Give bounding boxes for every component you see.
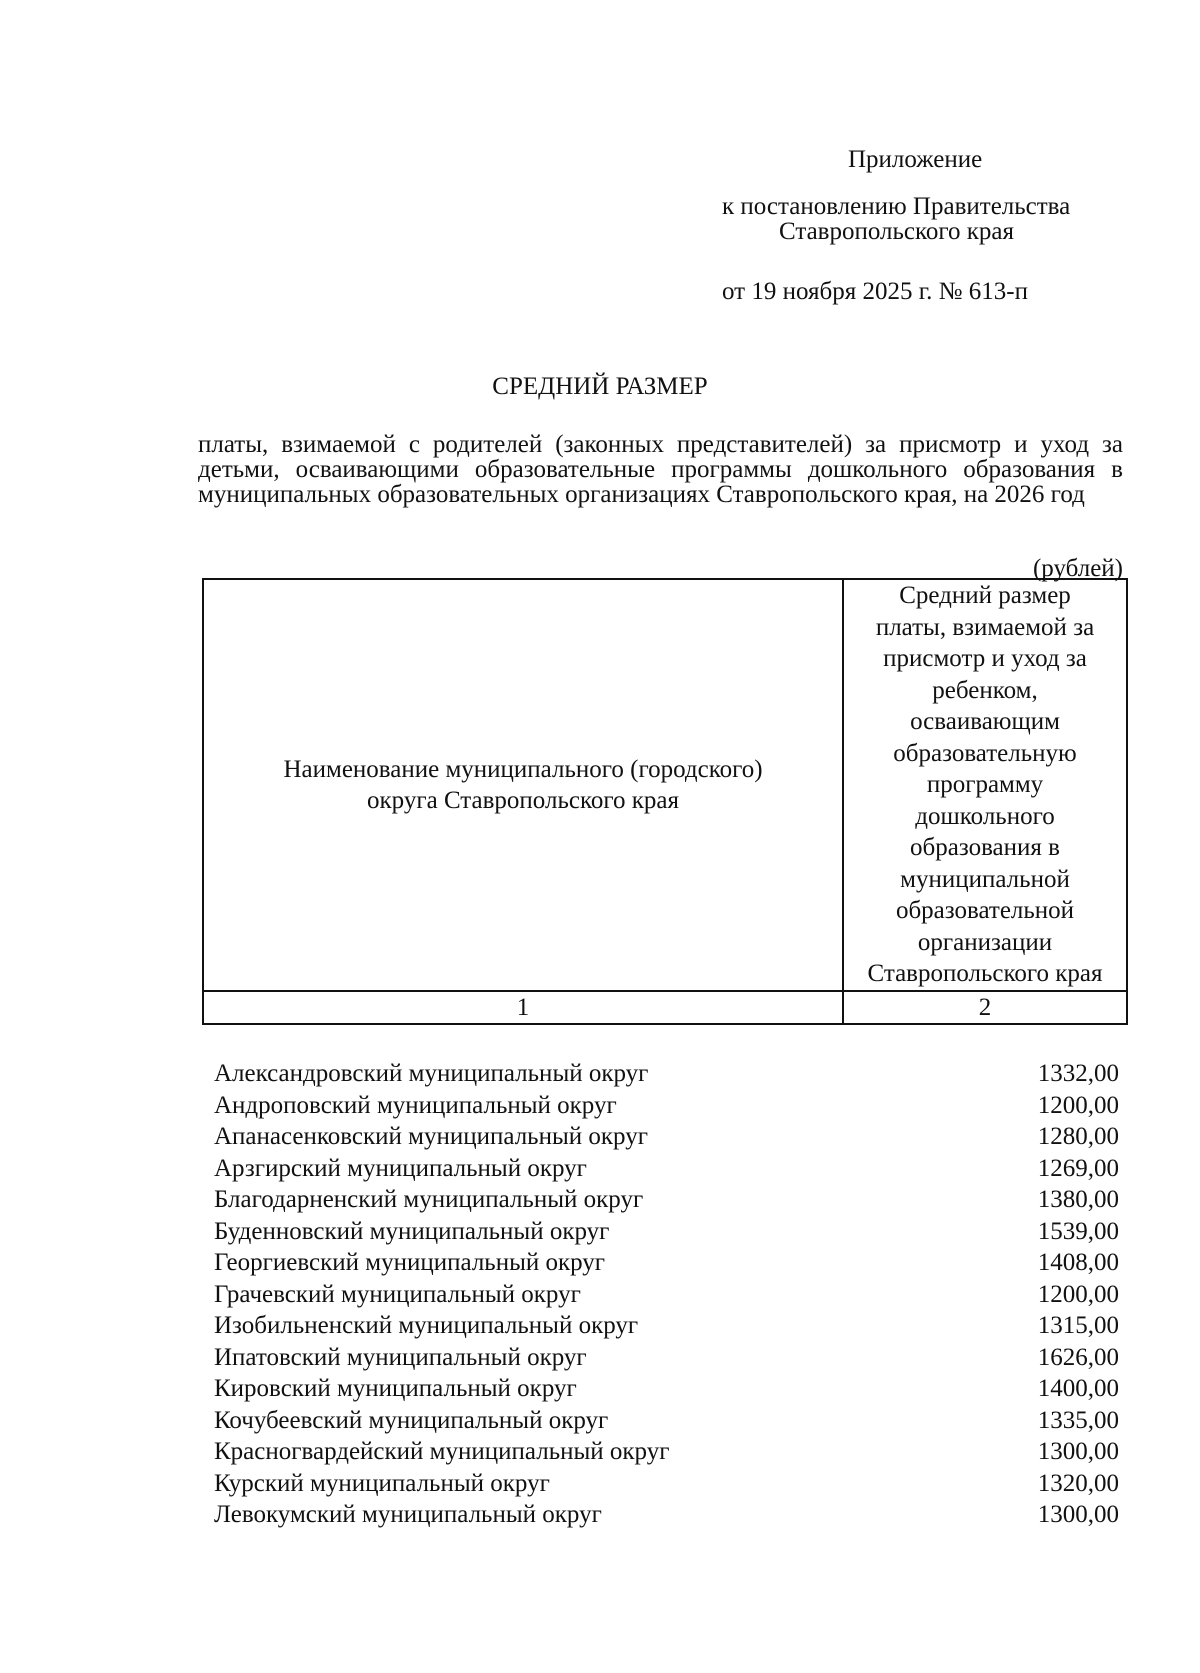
- appendix-resolution-line: к постановлению Правительства: [722, 193, 1071, 220]
- column-number-2: 2: [843, 991, 1127, 1024]
- list-item: [214, 1468, 1119, 1500]
- district-name: Георгиевский муниципальный округ: [214, 1249, 606, 1276]
- district-name: Изобильненский муниципальный округ: [214, 1312, 639, 1339]
- column-header-name: [203, 579, 843, 991]
- fee-value: 1408,00: [1037, 1249, 1119, 1276]
- list-item: [214, 1058, 1119, 1090]
- fee-value: 1335,00: [1037, 1406, 1119, 1434]
- fee-value: 1300,00: [1037, 1438, 1119, 1465]
- list-item: [214, 1499, 1119, 1531]
- header-table: [202, 578, 1128, 1025]
- district-name: Кировский муниципальный округ: [214, 1375, 577, 1402]
- list-item: [214, 1153, 1119, 1185]
- fee-value: 1269,00: [1037, 1154, 1119, 1182]
- fee-value: 1200,00: [1037, 1091, 1119, 1119]
- district-name: Курский муниципальный округ: [214, 1469, 550, 1497]
- fee-value: 1280,00: [1037, 1123, 1119, 1150]
- district-name: Ипатовский муниципальный округ: [214, 1343, 587, 1371]
- fee-value: 1315,00: [1037, 1312, 1119, 1339]
- document-title: СРЕДНИЙ РАЗМЕР: [492, 373, 708, 400]
- list-item: [214, 1247, 1119, 1279]
- district-name: Апанасенковский муниципальный округ: [214, 1123, 648, 1150]
- appendix-date: от 19 ноября 2025 г. № 613-п: [722, 278, 1028, 305]
- units-label: (рублей): [1032, 555, 1123, 582]
- fee-value: 1300,00: [1037, 1501, 1119, 1528]
- district-list: [214, 1058, 1119, 1531]
- district-name: Арзгирский муниципальный округ: [214, 1154, 587, 1182]
- list-item: [214, 1373, 1119, 1405]
- fee-value: 1539,00: [1037, 1217, 1119, 1245]
- appendix-title: Приложение: [848, 146, 983, 173]
- fee-value: 1380,00: [1037, 1186, 1119, 1213]
- document-subtitle: платы, взимаемой с родителей (законных представителей) за присмотр и уход за детьми, осваивающими образовательные программы дошкольного образования в муниципальных образовательных организациях Ставропольского края, на 2026 год: [198, 431, 1123, 508]
- fee-value: 1332,00: [1037, 1060, 1119, 1087]
- list-item: [214, 1342, 1119, 1374]
- list-item: [214, 1436, 1119, 1468]
- district-name: Александровский муниципальный округ: [214, 1060, 649, 1087]
- column-header-value-text: Средний размер платы, взимаемой за присмотр и уход за ребенком, осваивающим образовательную программу дошкольного образования в муниципальной образовательной организации Ставропольского края: [867, 582, 1103, 987]
- list-item: [214, 1279, 1119, 1311]
- district-name: Красногвардейский муниципальный округ: [214, 1438, 670, 1465]
- fee-value: 1200,00: [1037, 1280, 1119, 1308]
- district-name: Буденновский муниципальный округ: [214, 1217, 610, 1245]
- fee-value: 1626,00: [1037, 1343, 1119, 1371]
- column-number-1: 1: [203, 991, 843, 1024]
- list-item: [214, 1216, 1119, 1248]
- fee-value: 1400,00: [1037, 1375, 1119, 1402]
- column-header-name-text: Наименование муниципального (городского) округа Ставропольского края: [283, 755, 763, 814]
- district-name: Кочубеевский муниципальный округ: [214, 1406, 609, 1434]
- district-name: Грачевский муниципальный округ: [214, 1280, 581, 1308]
- district-name: Андроповский муниципальный округ: [214, 1091, 617, 1119]
- district-name: Левокумский муниципальный округ: [214, 1501, 602, 1528]
- fee-value: 1320,00: [1037, 1469, 1119, 1497]
- list-item: [214, 1310, 1119, 1342]
- list-item: [214, 1184, 1119, 1216]
- list-item: [214, 1090, 1119, 1122]
- column-header-value: [843, 579, 1127, 991]
- list-item: [214, 1121, 1119, 1153]
- appendix-region-line: Ставропольского края: [779, 218, 1014, 245]
- list-item: [214, 1405, 1119, 1437]
- district-name: Благодарненский муниципальный округ: [214, 1186, 644, 1213]
